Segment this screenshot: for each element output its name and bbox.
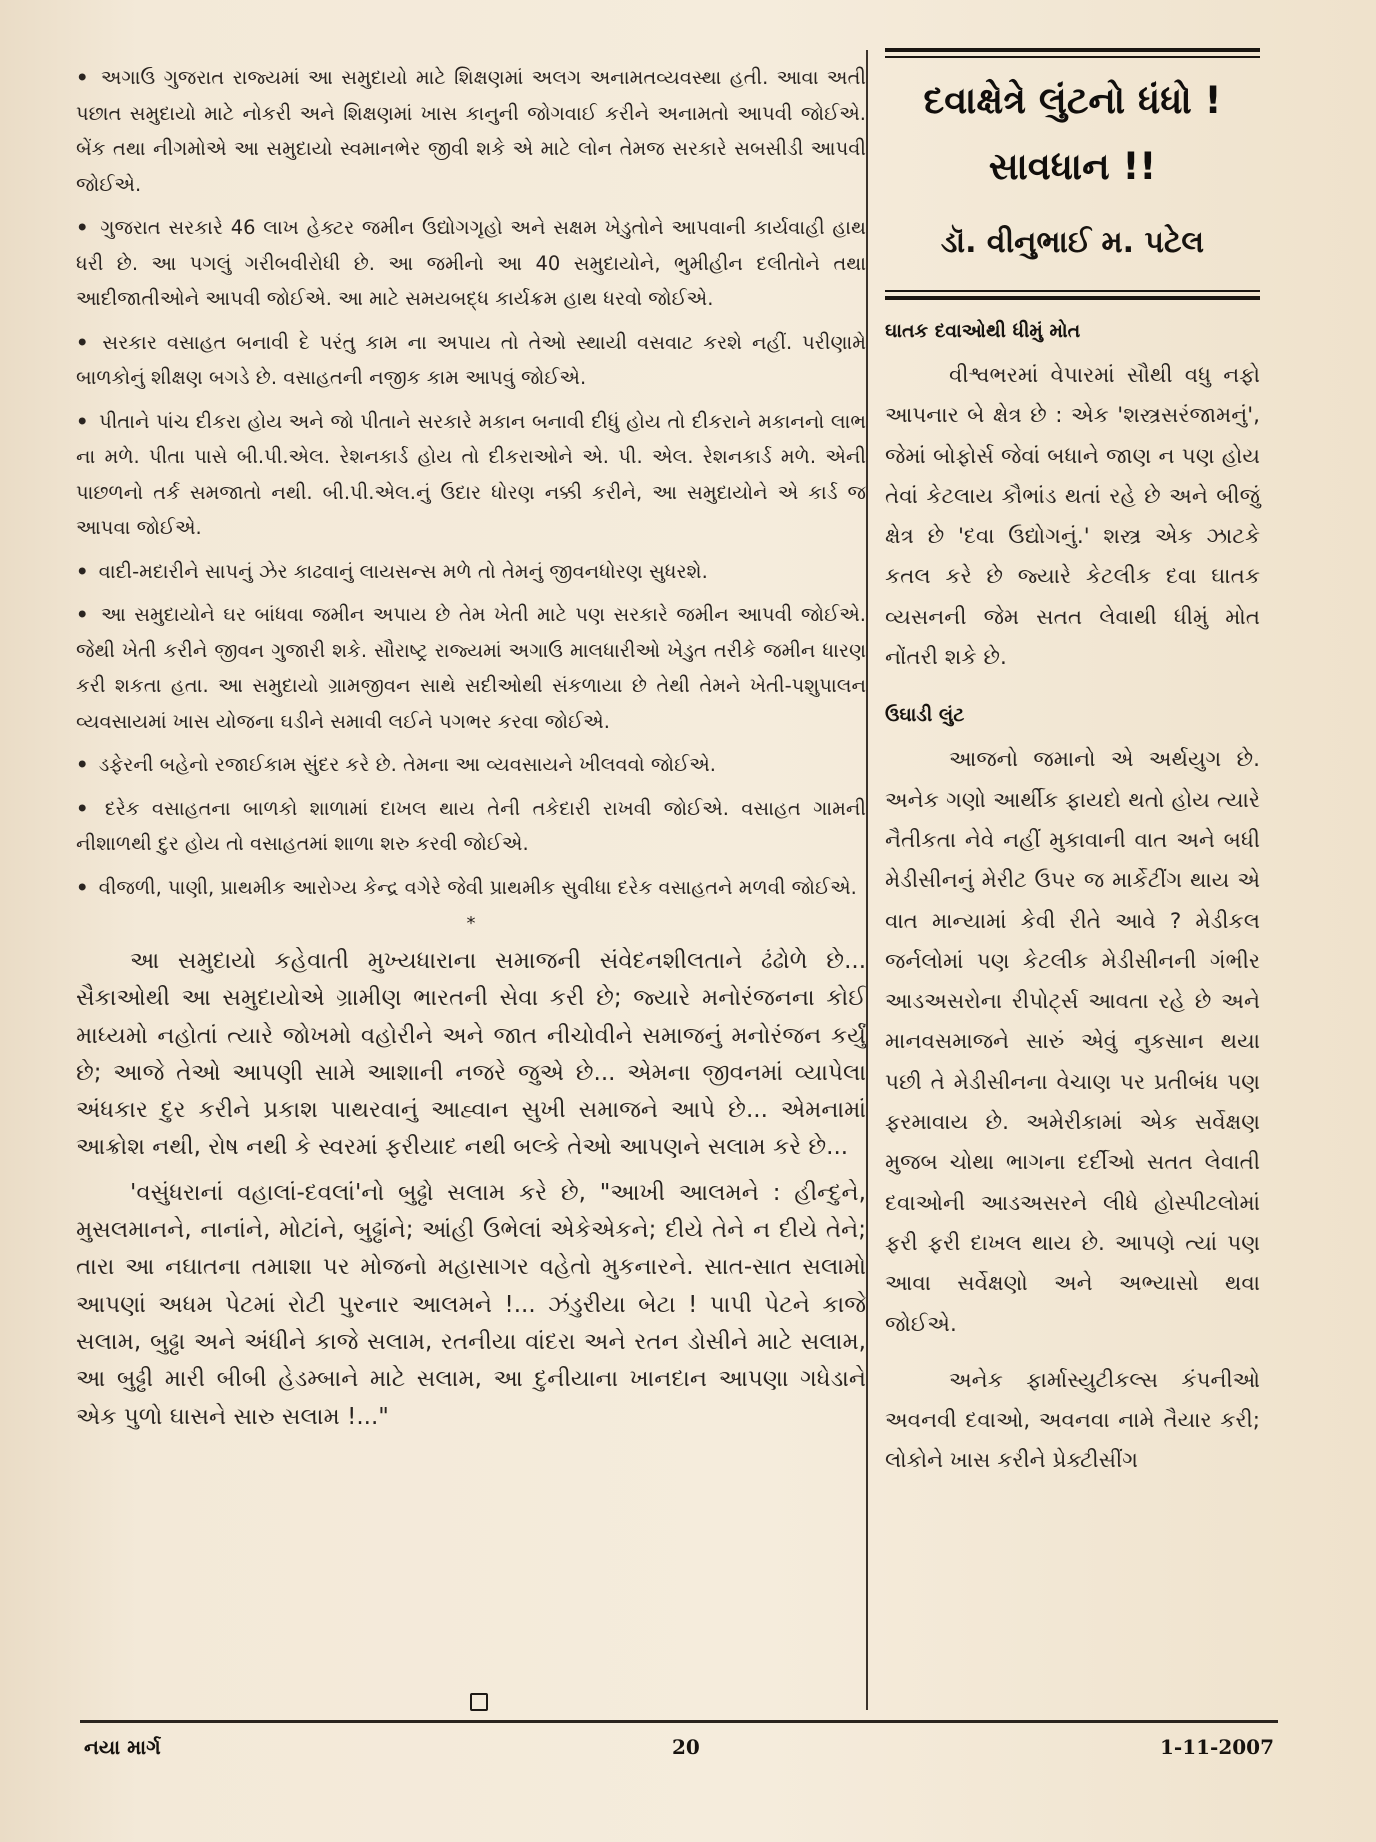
bullet-point [76, 597, 866, 739]
section-heading: ઘાતક દવાઓથી ધીમું મોત [885, 320, 1081, 342]
bullet-text: વીજળી, પાણી, પ્રાથમીક આરોગ્ય કેન્દ્ર વગેરે જેવી પ્રાથમીક સુવીધા દરેક વસાહતને મળવી જોઈએ. [98, 875, 857, 899]
bullet-marker: • [76, 603, 89, 626]
right-column [885, 48, 1260, 1482]
bullet-marker: • [76, 330, 89, 354]
article-title-line: સાવધાન !! [988, 145, 1157, 188]
bullet-text: આ સમુદાયોને ઘર બાંધવા જમીન અપાય છે તેમ ખેતી માટે પણ સરકારે જમીન આપવી જોઈએ. જેથી ખેતી કરીને જીવન ગુજારી શકે. સૌરાષ્ટ્ર રાજ્યમાં અગાઉ માલધારીઓ ખેડુત તરીકે જમીન ધારણ કરી શકતા હતા. આ સમુદાયો ગ્રામજીવન સાથે સદીઓથી સંકળાયા છે તેથી તેમને ખેતી-પશુપાલન વ્યવસાયમાં ખાસ યોજના ઘડીને સમાવી લઈને પગભર કરવા જોઈએ. [76, 603, 866, 733]
title-rule-top [885, 48, 1260, 52]
bullet-text: વાદી-મદારીને સાપનું ઝેર કાઢવાનું લાયસન્સ મળે તો તેમનું જીવનધોરણ સુધરશે. [98, 559, 708, 583]
bullet-text: દરેક વસાહતના બાળકો શાળામાં દાખલ થાય તેની તકેદારી રાખવી જોઈએ. વસાહત ગામની નીશાળથી દુર હોય તો વસાહતમાં શાળા શરુ કરવી જોઈએ. [76, 796, 867, 855]
body-paragraph: આજનો જમાનો એ અર્થયુગ છે. અનેક ગણો આર્થીક ફાયદો થતો હોય ત્યારે નૈતીકતા નેવે નહીં મુકાવાની વાત અને બધી મેડીસીનનું મેરીટ ઉપર જ માર્કેટીંગ થાય એ વાત માન્યામાં કેવી રીતે આવે ? મેડીકલ જર્નલોમાં પણ કેટલીક મેડીસીનની ગંભીર આડઅસરોના રીપોર્ટ્સ આવતા રહે છે અને માનવસમાજને સારું એવું નુકસાન થયા પછી તે મેડીસીનના વેચાણ પર પ્રતીબંધ પણ ફરમાવાય છે. અમેરીકામાં એક સર્વેક્ષણ મુજબ ચોથા ભાગના દર્દીઓ સતત લેવાતી દવાઓની આડઅસરને લીધે હોસ્પીટલોમાં ફરી ફરી દાખલ થાય છે. આપણે ત્યાં પણ આવા સર્વેક્ષણો અને અભ્યાસો થવા જોઈએ. [885, 747, 1260, 1337]
footer-rule [80, 1720, 1278, 1723]
bullet-marker: • [76, 216, 89, 239]
title-rule-bottom [885, 296, 1260, 300]
body-paragraph: આ સમુદાયો કહેવાતી મુખ્યધારાના સમાજની સંવેદનશીલતાને ઢંઢોળે છે... સૈકાઓથી આ સમુદાયોએ ગ્રામીણ ભારતની સેવા કરી છે; જ્યારે મનોરંજનના કોઈ માધ્યમો નહોતાં ત્યારે જોખમો વહોરીને અને જાત નીચોવીને સમાજનું મનોરંજન કર્યું છે; આજે તેઓ આપણી સામે આશાની નજરે જુએ છે... એમના જીવનમાં વ્યાપેલા અંધકાર દુર કરીને પ્રકાશ પાથરવાનું આહ્વાન સુખી સમાજને આપે છે... એમનામાં આક્રોશ નથી, રોષ નથી કે સ્વરમાં ફરીયાદ નથી બલ્કે તેઓ આપણને સલામ કરે છે... [76, 948, 866, 1161]
bullet-text: ગુજરાત સરકારે 46 લાખ હેક્ટર જમીન ઉદ્યોગગૃહો અને સક્ષમ ખેડુતોને આપવાની કાર્યવાહી હાથ ધરી છે. આ પગલું ગરીબવીરોધી છે. આ જમીનો આ 40 સમુદાયોને, ભુમીહીન દલીતોને તથા આદીજાતીઓને આપવી જોઈએ. આ માટે સમયબદ્ધ કાર્યક્રમ હાથ ધરવો જોઈએ. [76, 216, 867, 310]
bullet-text: ડફેરની બહેનો રજાઈકામ સુંદર કરે છે. તેમના આ વ્યવસાયને ખીલવવો જોઈએ. [98, 753, 716, 776]
footer-publication: નયા માર્ગ [84, 1735, 161, 1759]
section-separator: * [466, 913, 476, 934]
column-divider [866, 50, 868, 1710]
article-title [885, 68, 1260, 200]
bullet-point [76, 60, 866, 202]
bullet-point [76, 870, 866, 906]
article-title-line: દવાક્ષેત્રે લુંટનો ધંધો ! [923, 79, 1222, 122]
body-paragraph: 'વસુંધરાનાં વહાલાં-દવલાં'નો બુઢ્ઢો સલામ કરે છે, "આખી આલમને : હીન્દુને, મુસલમાનને, નાનાંને, મોટાંને, બુઢ્ઢાંને; આંહી ઉભેલાં એકેએકને; દીયે તેને ન દીયે તેને; તારા આ નઘાતના તમાશા પર મોજનો મહાસાગર વહેતો મુકનારને. સાત-સાત સલામો આપણાં અધમ પેટમાં રોટી પુરનાર આલમને !... ઝંડુરીયા બેટા ! પાપી પેટને કાજે સલામ, બુઢ્ઢા અને અંધીને કાજે સલામ, રતનીયા વાંદરા અને રતન ડોસીને માટે સલામ, આ બુઢ્ઢી મારી બીબી હેડમ્બાને માટે સલામ, આ દુનીયાના ખાનદાન આપણા ગધેડાને એક પુળો ઘાસને સારુ સલામ !..." [76, 1179, 866, 1430]
bullet-point [76, 404, 866, 546]
bullet-point [76, 747, 866, 783]
end-of-article-mark [470, 1693, 488, 1711]
bullet-text: અગાઉ ગુજરાત રાજ્યમાં આ સમુદાયો માટે શિક્ષણમાં અલગ અનામતવ્યવસ્થા હતી. આવા અતી પછાત સમુદાયો માટે નોકરી અને શિક્ષણમાં ખાસ કાનુની જોગવાઈ કરીને અનામતો આપવી જોઈએ. બેંક તથા નીગમોએ આ સમુદાયો સ્વમાનભેર જીવી શકે એ માટે લોન તેમજ સરકારે સબસીડી આપવી જોઈએ. [76, 66, 867, 196]
bullet-marker: • [76, 753, 89, 776]
left-column [76, 60, 866, 1436]
bullet-point [76, 325, 866, 396]
bullet-marker: • [76, 559, 89, 583]
bullet-point [76, 210, 866, 317]
footer-date: 1-11-2007 [1160, 1735, 1275, 1759]
bullet-point [76, 791, 866, 862]
bullet-text: સરકાર વસાહત બનાવી દે પરંતુ કામ ના અપાય તો તેઓ સ્થાયી વસવાટ કરશે નહીં. પરીણામે બાળકોનું શીક્ષણ બગડે છે. વસાહતની નજીક કામ આપવું જોઈએ. [76, 330, 866, 389]
bullet-marker: • [76, 409, 89, 433]
footer-page-number: 20 [672, 1735, 700, 1759]
bullet-marker: • [76, 66, 89, 89]
bullet-point [76, 554, 866, 590]
bullet-text: પીતાને પાંચ દીકરા હોય અને જો પીતાને સરકારે મકાન બનાવી દીધું હોય તો દીકરાને મકાનનો લાભ ના મળે. પીતા પાસે બી.પી.એલ. રેશનકાર્ડ હોય તો દીકરાઓને એ. પી. એલ. રેશનકાર્ડ મળે. એની પાછળનો તર્ક સમજાતો નથી. બી.પી.એલ.નું ઉદાર ધોરણ નક્કી કરીને, આ સમુદાયોને એ કાર્ડ જ આપવા જોઈએ. [76, 409, 866, 539]
bullet-marker: • [76, 796, 89, 820]
bullet-marker: • [76, 875, 89, 899]
body-paragraph: અનેક ફાર્માસ્યુટીકલ્સ કંપનીઓ અવનવી દવાઓ, અવનવા નામે તૈયાર કરી; લોકોને ખાસ કરીને પ્રેક્ટીસીંગ [885, 1367, 1260, 1474]
section-heading: ઉઘાડી લુંટ [885, 704, 965, 727]
title-rule-top-thin [885, 56, 1260, 58]
article-author: ડૉ. વીનુભાઈ મ. પટેલ [940, 225, 1205, 260]
body-paragraph: વીશ્વભરમાં વેપારમાં સૌથી વધુ નફો આપનાર બે ક્ષેત્ર છે : એક 'શસ્ત્રસરંજામનું', જેમાં બોફોર્સ જેવાં બધાને જાણ ન પણ હોય તેવાં કેટલાય કૌભાંડ થતાં રહે છે અને બીજું ક્ષેત્ર છે 'દવા ઉદ્યોગનું.' શસ્ત્ર એક ઝાટકે કતલ કરે છે જ્યારે કેટલીક દવા ઘાતક વ્યસનની જેમ સતત લેવાથી ધીમું મોત નોંતરી શકે છે. [885, 363, 1260, 671]
